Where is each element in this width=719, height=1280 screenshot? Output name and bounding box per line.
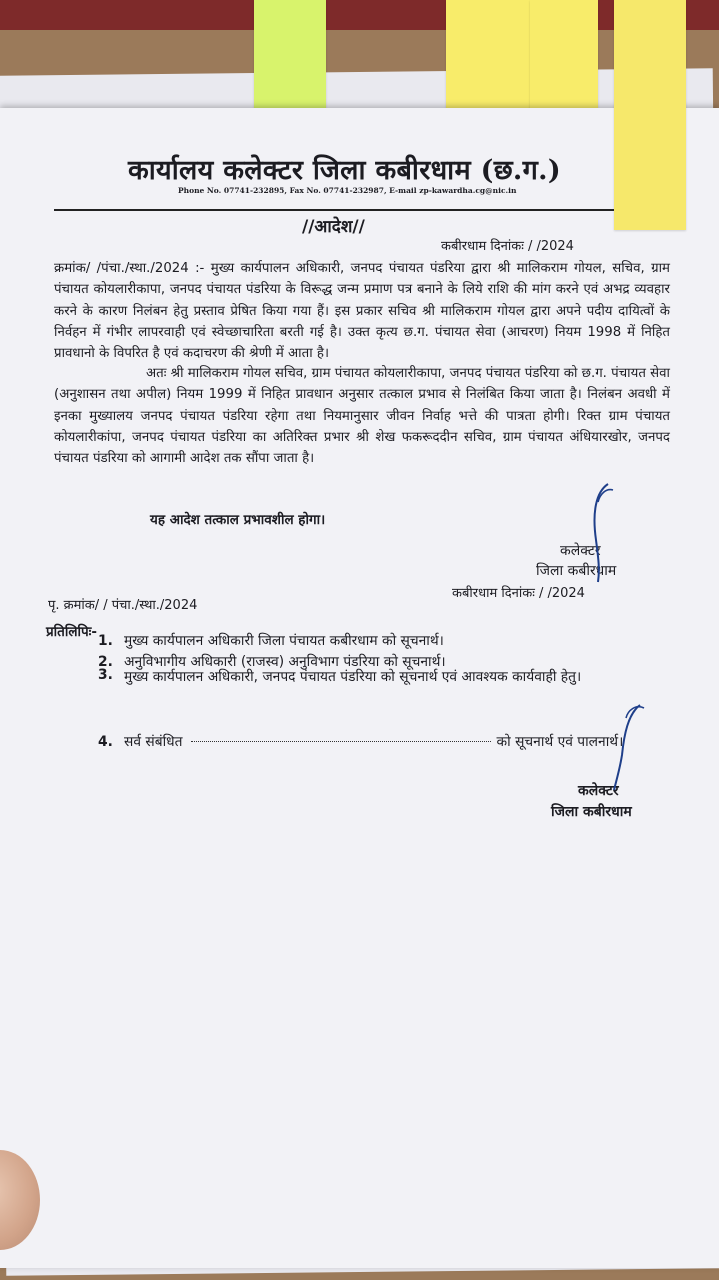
copy-item-text: मुख्य कार्यपालन अधिकारी, जनपद पंचायत पंडरिया को सूचनार्थ एवं आवश्यक कार्यवाही हेतु। bbox=[124, 669, 582, 685]
copy-to-label: प्रतिलिपिः- bbox=[46, 624, 98, 640]
copy-item-number: 3. bbox=[98, 667, 113, 683]
copy-item-suffix: को सूचनार्थ एवं पालनार्थ। bbox=[496, 734, 624, 750]
copy-item-number: 4. bbox=[98, 734, 113, 750]
copy-item-number: 2. bbox=[98, 654, 113, 670]
order-paragraph-1: क्रमांक/ /पंचा./स्था./2024 :- मुख्य कार्यपालन अधिकारी, जनपद पंचायत पंडरिया द्वारा श्री मालिकराम गोयल, सचिव, ग्राम पंचायत कोयलारीकापा, जनपद पंचायत पंडरिया के विरूद्ध जन्म प्रमाण पत्र बनाने के लिये राशि की मांग करने एवं अभद्र व्यवहार करने के कारण निलंबन हेतु प्रस्ताव प्रेषित किया गया हैं। इस प्रकार सचिव श्री मालिकराम गोयल द्वारा अपने पदीय दायित्वों के निर्वहन में गंभीर लापरवाही एवं स्वेच्छाचारिता बरती गई है। उक्त कृत्य छ.ग. पंचायत सेवा (आचरण) नियम 1998 में निहित प्रावधानो के विपरित है एवं कदाचरण की श्रेणी में आता है। bbox=[54, 261, 670, 362]
dotted-fill-line bbox=[191, 740, 491, 742]
yellow-sticky-tab bbox=[446, 0, 530, 122]
signature-title: कलेक्टर bbox=[560, 543, 601, 559]
copy-list-item bbox=[98, 631, 444, 650]
signature-title: कलेक्टर bbox=[578, 783, 619, 799]
copy-list-item bbox=[98, 732, 623, 751]
endorsement-date: कबीरधाम दिनांकः / /2024 bbox=[452, 586, 585, 601]
contact-line: Phone No. 07741-232895, Fax No. 07741-232987, E-mail zp-kawardha.cg@nic.in bbox=[178, 186, 517, 195]
copy-item-text: मुख्य कार्यपालन अधिकारी जिला पंचायत कबीरधाम को सूचनार्थ। bbox=[124, 633, 444, 649]
copy-item-text: अनुविभागीय अधिकारी (राजस्व) अनुविभाग पंडरिया को सूचनार्थ। bbox=[124, 654, 446, 670]
effective-statement: यह आदेश तत्काल प्रभावशील होगा। bbox=[150, 512, 326, 528]
copy-list-item bbox=[98, 667, 689, 688]
order-date: कबीरधाम दिनांकः / /2024 bbox=[441, 239, 574, 254]
endorsement-ref-number: पृ. क्रमांक/ / पंचा./स्था./2024 bbox=[48, 598, 198, 613]
yellow-sticky-tab bbox=[530, 0, 598, 124]
signature-district: जिला कबीरधाम bbox=[536, 563, 617, 579]
copy-item-text: सर्व संबंधित bbox=[124, 734, 183, 750]
green-sticky-tab bbox=[254, 0, 326, 116]
office-heading: कार्यालय कलेक्टर जिला कबीरधाम (छ.ग.) bbox=[128, 155, 561, 186]
order-paragraph-2: अतः श्री मालिकराम गोयल सचिव, ग्राम पंचायत कोयलारीकापा, जनपद पंचायत पंडरिया को छ.ग. पंचायत सेवा (अनुशासन तथा अपील) नियम 1999 में निहित प्रावधान अनुसार तत्काल प्रभाव से निलंबित किया जाता है। निलंबन अवधी में इनका मुख्यालय जनपद पंचायत पंडरिया रहेगा तथा नियमानुसार जीवन निर्वाह भत्ते की पात्रता होगी। रिक्त ग्राम पंचायत कोयलारीकांपा, जनपद पंचायत पंडरिया का अतिरिक्त प्रभार श्री शेख फकरूददीन सचिव, ग्राम पंचायत अंधियारखोर, जनपद पंचायत पंडरिया को आगामी आदेश तक सौंपा जाता है। bbox=[54, 366, 670, 467]
signature-district: जिला कबीरधाम bbox=[551, 804, 632, 820]
yellow-sticky-tab bbox=[614, 0, 686, 230]
header-divider bbox=[54, 209, 614, 211]
copy-item-number: 1. bbox=[98, 633, 113, 649]
order-title: //आदेश// bbox=[302, 217, 365, 237]
